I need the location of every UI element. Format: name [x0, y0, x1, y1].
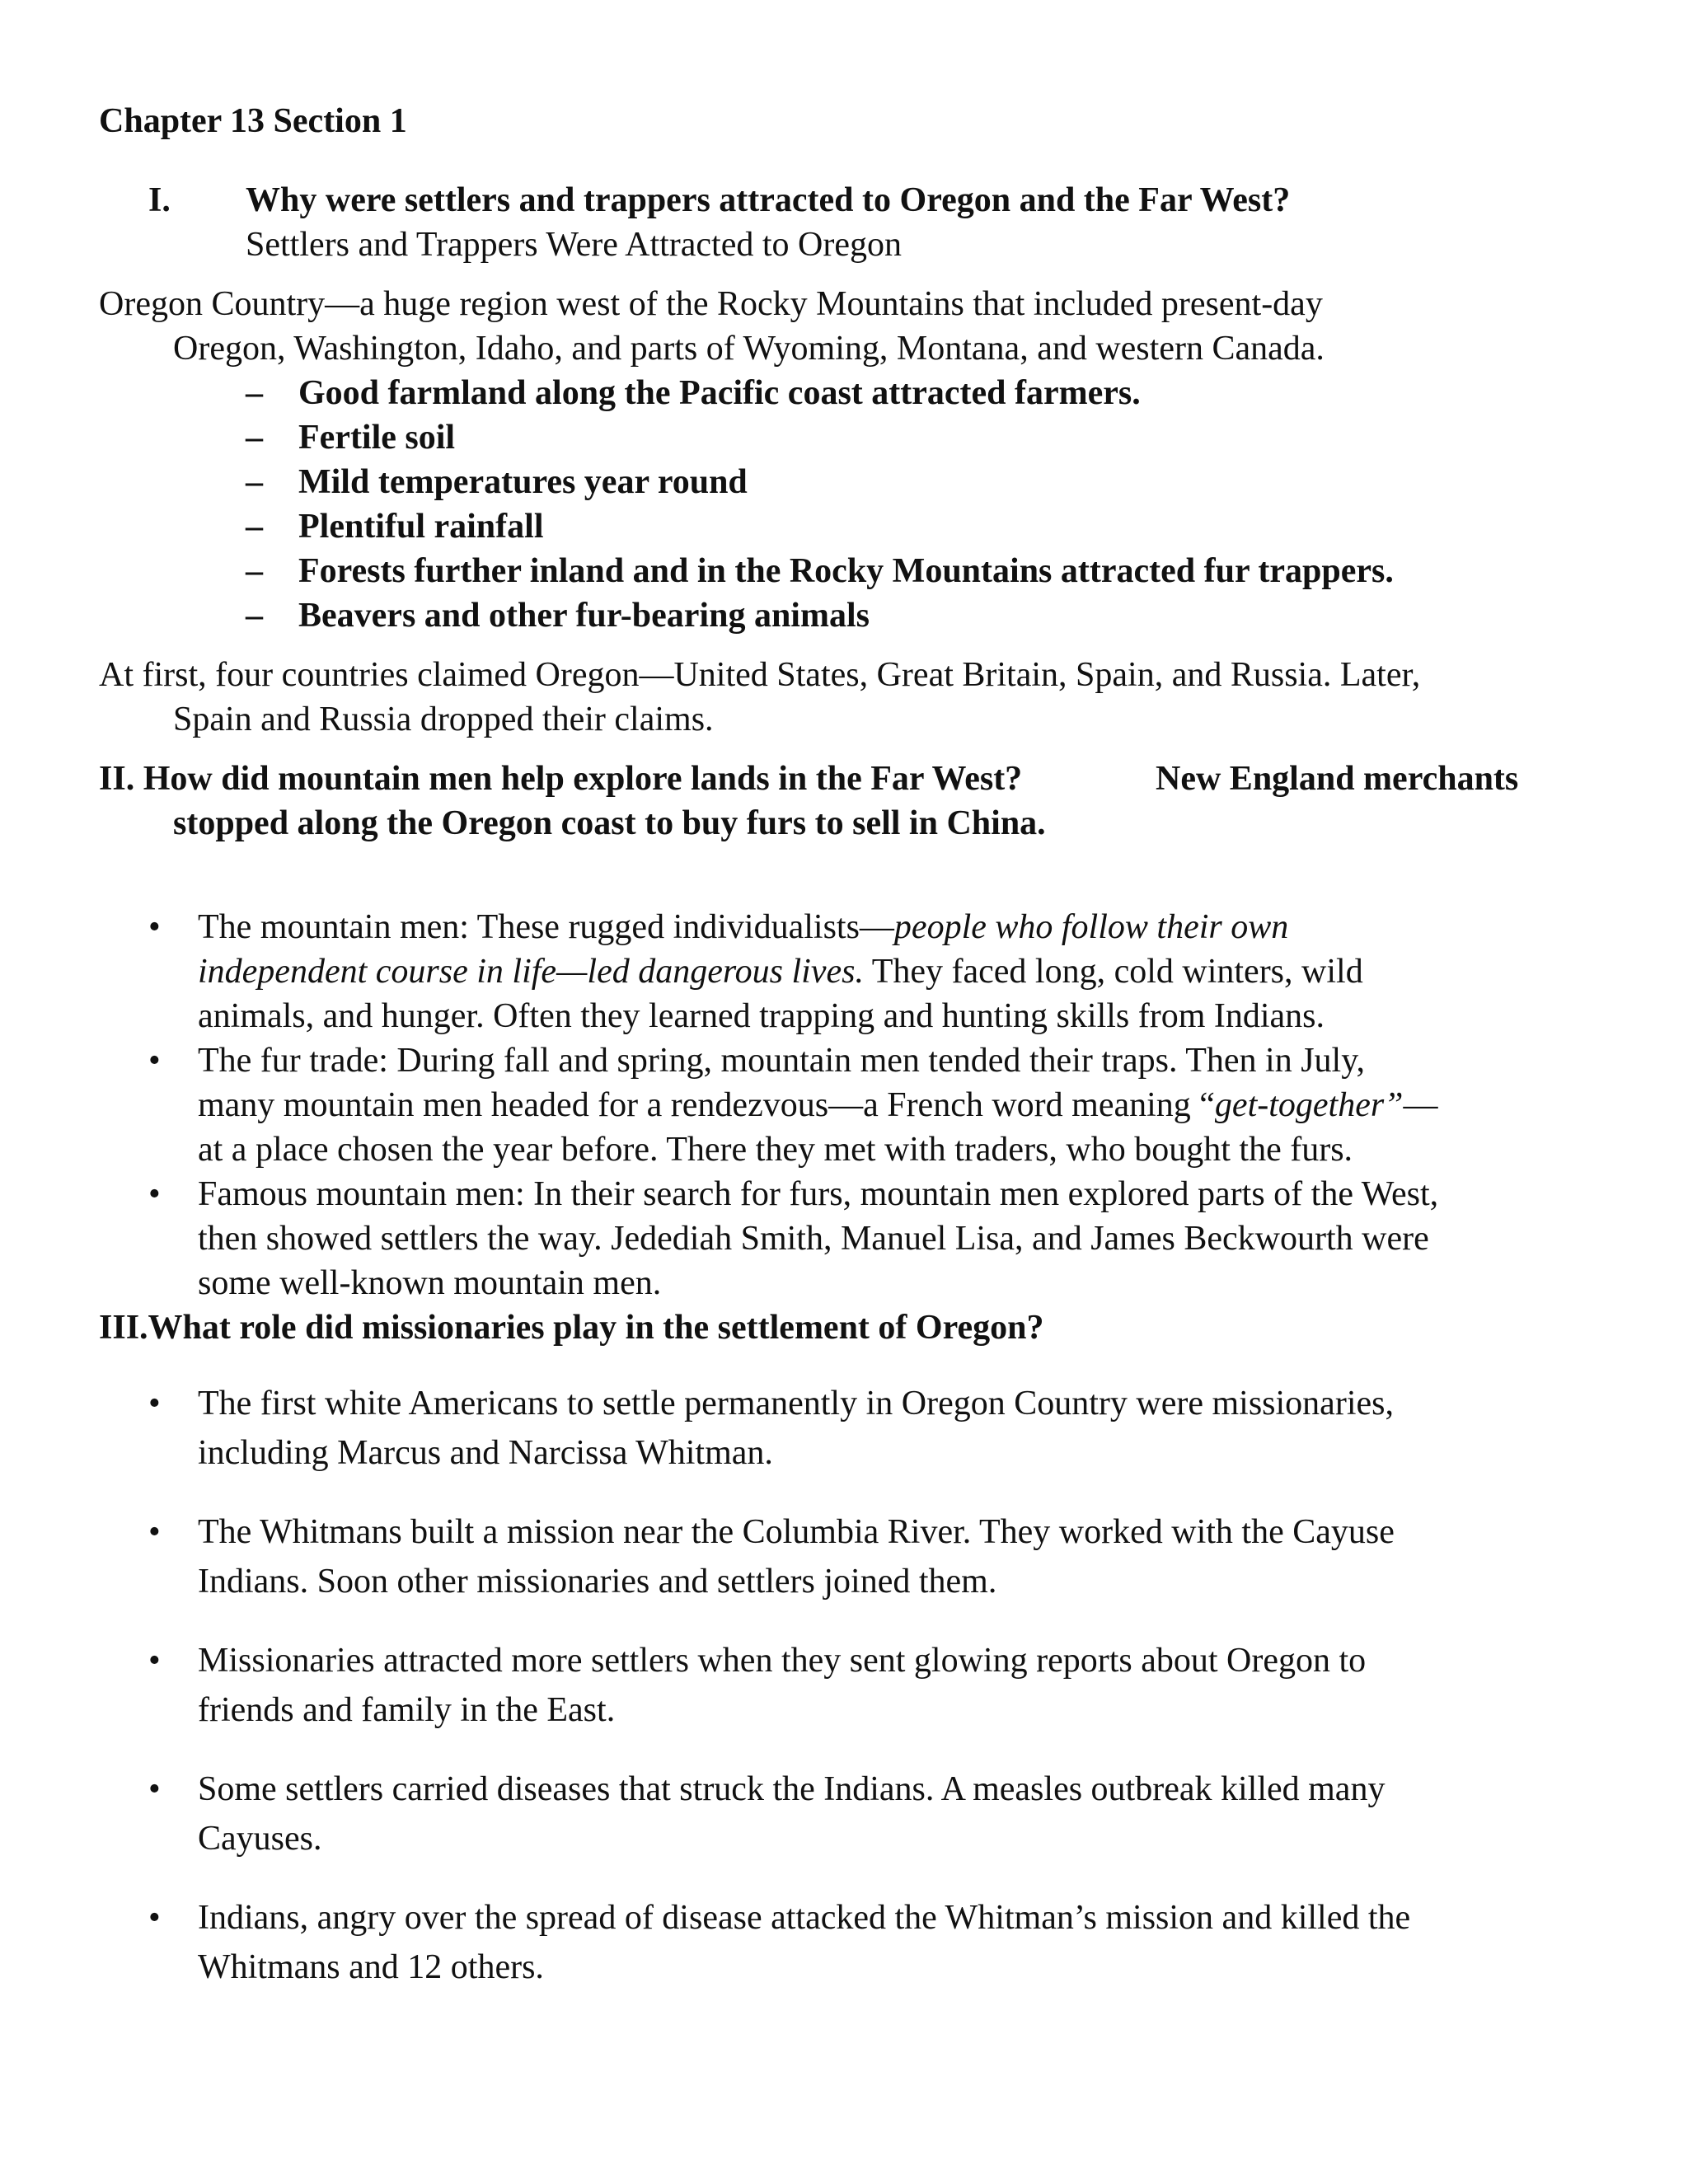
- bullet-line: Indians. Soon other missionaries and settlers joined them.: [198, 1563, 997, 1601]
- bullet-marker: •: [148, 1770, 161, 1808]
- section-1-numeral: I.: [148, 181, 171, 219]
- bullet-line: [198, 1083, 1438, 1127]
- oregon-country-definition-line-1: Oregon Country—a huge region west of the Rocky Mountains that included present-day: [99, 285, 1323, 323]
- text-span: They faced long, cold winters, wild: [863, 953, 1363, 991]
- bullet-line: some well-known mountain men.: [198, 1264, 662, 1302]
- text-span: —: [1403, 1086, 1438, 1124]
- bullet-line: friends and family in the East.: [198, 1691, 616, 1729]
- bullet-line: then showed settlers the way. Jedediah Smith, Manuel Lisa, and James Beckwourth were: [198, 1220, 1429, 1258]
- bullet-line: Missionaries attracted more settlers when they sent glowing reports about Oregon to: [198, 1642, 1367, 1680]
- section-2-heading-line-2: stopped along the Oregon coast to buy furs to sell in China.: [173, 804, 1046, 842]
- bullet-line: animals, and hunger. Often they learned trapping and hunting skills from Indians.: [198, 997, 1325, 1035]
- list-item-text: Good farmland along the Pacific coast attracted farmers.: [298, 374, 1141, 412]
- section-1-question: Why were settlers and trappers attracted to Oregon and the Far West?: [246, 181, 1291, 219]
- oregon-country-definition-line-2: Oregon, Washington, Idaho, and parts of Wyoming, Montana, and western Canada.: [173, 330, 1325, 368]
- text-span: many mountain men headed for a rendezvous—a French word meaning “: [198, 1086, 1215, 1124]
- bullet-marker: •: [148, 1513, 161, 1551]
- bullet-line: [198, 905, 1288, 949]
- bullet-line: at a place chosen the year before. There they met with traders, who bought the furs.: [198, 1131, 1353, 1169]
- bullet-line: Some settlers carried diseases that struck the Indians. A measles outbreak killed many: [198, 1770, 1386, 1808]
- bullet-marker: •: [148, 1042, 161, 1080]
- claims-line-1: At first, four countries claimed Oregon—United States, Great Britain, Spain, and Russia. Later,: [99, 656, 1421, 694]
- bullet-marker: •: [148, 908, 161, 946]
- text-span: The mountain men: These rugged individualists—: [198, 908, 894, 946]
- list-item-text: Fertile soil: [298, 419, 456, 457]
- bullet-marker: •: [148, 1899, 161, 1937]
- bullet-line: including Marcus and Narcissa Whitman.: [198, 1434, 773, 1472]
- bullet-marker: •: [148, 1642, 161, 1680]
- section-2-heading-tail: New England merchants: [1156, 760, 1519, 798]
- section-2-heading-line-1: [99, 757, 1022, 801]
- bullet-line: [198, 949, 1363, 994]
- claims-line-2: Spain and Russia dropped their claims.: [173, 701, 714, 738]
- section-2-question: II. How did mountain men help explore lands in the Far West?: [99, 760, 1023, 798]
- section-3-heading: III.What role did missionaries play in the settlement of Oregon?: [99, 1309, 1044, 1347]
- list-item-text: Plentiful rainfall: [298, 508, 544, 546]
- bullet-marker: •: [148, 1175, 161, 1213]
- chapter-title: Chapter 13 Section 1: [99, 102, 407, 140]
- dash-marker: –: [246, 463, 263, 501]
- dash-marker: –: [246, 508, 263, 546]
- italic-term: get-together”: [1214, 1086, 1404, 1124]
- section-1-subtitle: Settlers and Trappers Were Attracted to Oregon: [246, 226, 902, 264]
- list-item-text: Forests further inland and in the Rocky Mountains attracted fur trappers.: [298, 552, 1394, 590]
- bullet-line: Cayuses.: [198, 1820, 322, 1858]
- bullet-line: Whitmans and 12 others.: [198, 1948, 544, 1986]
- bullet-line: The fur trade: During fall and spring, mountain men tended their traps. Then in July,: [198, 1042, 1365, 1080]
- dash-marker: –: [246, 552, 263, 590]
- dash-marker: –: [246, 374, 263, 412]
- dash-marker: –: [246, 419, 263, 457]
- bullet-line: Indians, angry over the spread of disease attacked the Whitman’s mission and killed the: [198, 1899, 1411, 1937]
- italic-definition: independent course in life—led dangerous lives.: [198, 953, 864, 991]
- italic-definition: people who follow their own: [893, 908, 1289, 946]
- bullet-line: Famous mountain men: In their search for furs, mountain men explored parts of the West,: [198, 1175, 1439, 1213]
- bullet-line: The first white Americans to settle permanently in Oregon Country were missionaries,: [198, 1385, 1394, 1422]
- list-item-text: Mild temperatures year round: [298, 463, 748, 501]
- list-item-text: Beavers and other fur-bearing animals: [298, 597, 870, 635]
- bullet-marker: •: [148, 1385, 161, 1422]
- dash-marker: –: [246, 597, 263, 635]
- bullet-line: The Whitmans built a mission near the Columbia River. They worked with the Cayuse: [198, 1513, 1395, 1551]
